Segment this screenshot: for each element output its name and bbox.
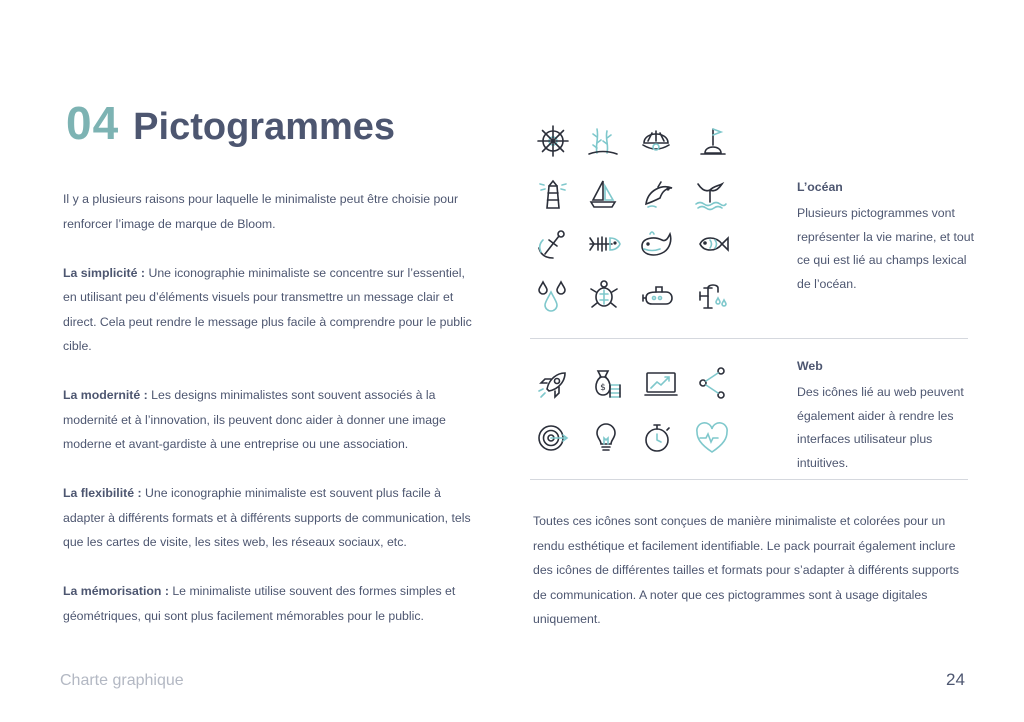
page-heading: [66, 96, 395, 150]
water-drops-icon: [535, 278, 571, 314]
svg-text:$: $: [600, 383, 606, 393]
section-number: 04: [66, 97, 120, 149]
whale-icon: [638, 226, 674, 262]
dolphin-icon: [640, 176, 676, 212]
fish-bone-icon: [586, 226, 622, 262]
rocket-icon: [535, 367, 571, 403]
chart-monitor-icon: [643, 367, 679, 403]
ocean-title: L’océan: [797, 180, 843, 194]
stopwatch-icon: [641, 420, 677, 456]
ship-wheel-icon: [535, 123, 571, 159]
intro-paragraph: Il y a plusieurs raisons pour laquelle le minimaliste peut être choisie pour renforcer l’image de marque de Bloom.: [63, 192, 459, 231]
page-number: 24: [946, 670, 965, 689]
buoy-flag-icon: [695, 123, 731, 159]
submarine-icon: [640, 278, 676, 314]
point-label: La flexibilité: [63, 486, 135, 500]
heart-icon: [694, 420, 730, 456]
money-bag-icon: [588, 367, 624, 403]
page-title: Pictogrammes: [133, 106, 396, 148]
footer-label: Charte graphique: [60, 672, 184, 689]
shell-pearl-icon: [638, 123, 674, 159]
web-title: Web: [797, 359, 823, 373]
ocean-description: [797, 176, 977, 296]
point-label: La mémorisation: [63, 584, 162, 598]
web-text: Des icônes lié au web peuvent également aider à rendre les interfaces utilisateur plus intuitives.: [797, 385, 964, 470]
target-icon: [535, 420, 571, 456]
point-modernity: La modernité : Les designs minimalistes sont souvent associés à la modernité et à l’innovation, ils peuvent donc aider à donner une image moderne et avant-gardiste à une entreprise ou une association.: [63, 388, 446, 451]
web-description: [797, 355, 977, 475]
body-text: [63, 187, 473, 653]
ocean-text: Plusieurs pictogrammes vont représenter la vie marine, et tout ce qui est lié au champs lexical de l’océan.: [797, 206, 975, 291]
summary-paragraph: Toutes ces icônes sont conçues de manière minimaliste et colorées pour un rendu esthétique et facilement identifiable. Le pack pourrait également inclure des icônes de différentes tailles et formats pour s’adapter à différents supports de communication. A noter que ces pictogrammes sont à usage digitales uniquement.: [533, 514, 960, 626]
divider: [530, 338, 968, 339]
turtle-icon: [586, 278, 622, 314]
divider: [530, 479, 968, 480]
fish-icon: [694, 226, 730, 262]
anchor-icon: [535, 226, 571, 262]
point-memorization: La mémorisation : Le minimaliste utilise souvent des formes simples et géométriques, qui sont plus facilement mémorables pour le public.: [63, 584, 456, 623]
point-label: La simplicité: [63, 265, 138, 280]
sailboat-icon: [585, 176, 621, 212]
seaweed-icon: [585, 123, 621, 159]
point-flexibility: La flexibilité : Une iconographie minimaliste est souvent plus facile à adapter à différents formats et à différents supports de communication, tels que les cartes de visite, les sites web, les réseaux sociaux, etc.: [63, 486, 471, 549]
lighthouse-icon: [535, 176, 571, 212]
point-label: La modernité: [63, 388, 141, 402]
point-simplicity: La simplicité : Une iconographie minimaliste se concentre sur l’essentiel, en utilisant peu d’éléments visuels pour transmettre un message clair et direct. Cela peut rendre le message plus facile à comprendre pour le public cible.: [63, 265, 472, 353]
tap-icon: [694, 278, 730, 314]
share-icon: [695, 365, 731, 401]
lightbulb-icon: [588, 420, 624, 456]
whale-tail-icon: [692, 176, 728, 212]
